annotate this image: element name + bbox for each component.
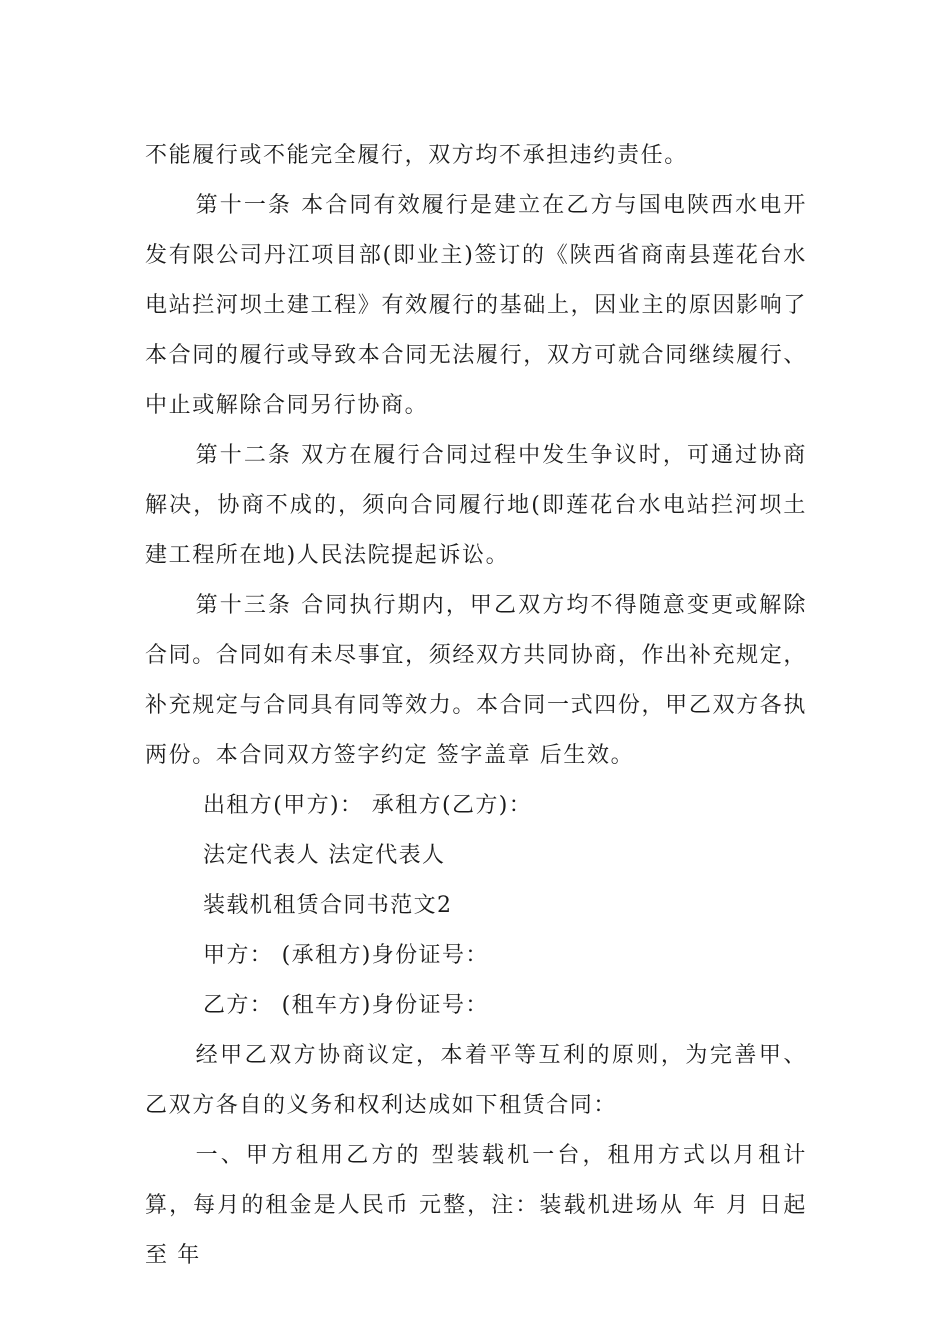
paragraph-article-11: 第十一条 本合同有效履行是建立在乙方与国电陕西水电开发有限公司丹江项目部(即业主)签订的《陕西省商南县莲花台水电站拦河坝土建工程》有效履行的基础上，因业主的原因影响了本合同的履行或导致本合同无法履行，双方可就合同继续履行、中止或解除合同另行协商。 bbox=[145, 193, 807, 418]
party-a-id-line: 甲方： (承租方)身份证号： bbox=[203, 943, 489, 968]
paragraph-clause-1: 一、甲方租用乙方的 型装载机一台，租用方式以月租计算，每月的租金是人民币 元整，注：装载机进场从 年 月 日起至 年 bbox=[145, 1143, 807, 1268]
paragraph-liability-tail: 不能履行或不能完全履行，双方均不承担违约责任。 bbox=[145, 143, 688, 168]
paragraph-article-13: 第十三条 合同执行期内，甲乙双方均不得随意变更或解除合同。合同如有未尽事宜，须经双方共同协商，作出补充规定，补充规定与合同具有同等效力。本合同一式四份，甲乙双方各执两份。本合同双方签字约定 签字盖章 后生效。 bbox=[145, 593, 807, 768]
legal-representative-line: 法定代表人 法定代表人 bbox=[203, 843, 446, 868]
document-body bbox=[145, 131, 807, 1281]
party-b-id-line: 乙方： (租车方)身份证号： bbox=[203, 993, 489, 1018]
section-title-sample-2: 装载机租赁合同书范文2 bbox=[203, 893, 453, 918]
paragraph-article-12: 第十二条 双方在履行合同过程中发生争议时，可通过协商解决，协商不成的，须向合同履行地(即莲花台水电站拦河坝土建工程所在地)人民法院提起诉讼。 bbox=[145, 443, 807, 568]
paragraph-agreement-intro: 经甲乙双方协商议定，本着平等互利的原则，为完善甲、乙双方各自的义务和权利达成如下租赁合同： bbox=[145, 1043, 807, 1118]
signature-parties-line: 出租方(甲方)： 承租方(乙方)： bbox=[203, 793, 533, 818]
